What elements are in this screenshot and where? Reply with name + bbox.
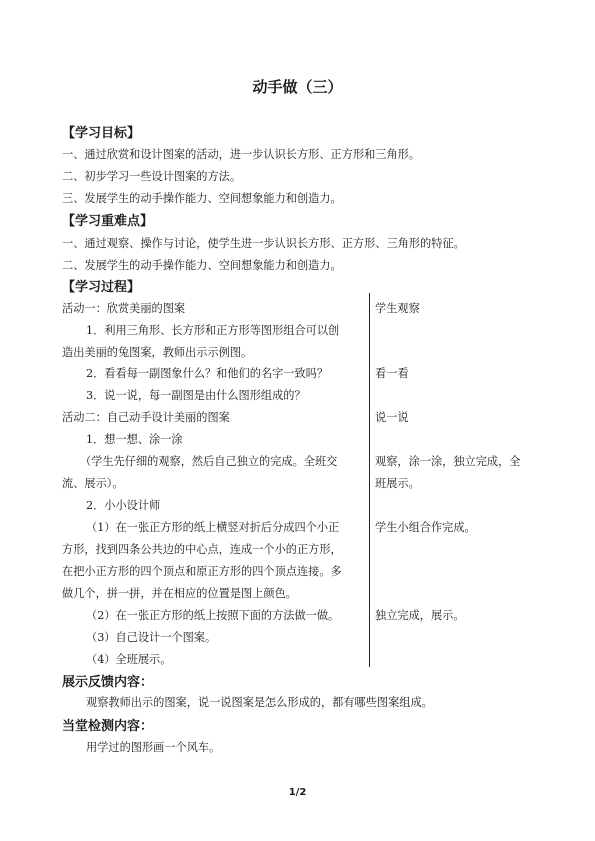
check-text: 用学过的图形画一个风车。 [86, 741, 221, 754]
key-item: 二、发展学生的动手操作能力、空间想象能力和创造力。 [62, 259, 342, 272]
process-line: 方形，找到四条公共边的中心点，连成一个小的正方形， [62, 543, 342, 556]
process-line: 活动一：欣赏美丽的图案 [62, 302, 186, 315]
process-note: 独立完成，展示。 [375, 609, 465, 622]
process-note: 观察，涂一涂，独立完成，全 [375, 455, 521, 468]
page-title: 动手做（三） [252, 78, 343, 96]
process-line: 2．小小设计师 [86, 499, 161, 512]
key-heading: 【学习重难点】 [62, 214, 154, 229]
feedback-text: 观察教师出示的图案，说一说图案是怎么形成的，都有哪些图案组成。 [86, 696, 433, 709]
process-line: （4）全班展示。 [86, 653, 172, 666]
page-number: 1/2 [288, 787, 307, 798]
process-note: 看一看 [375, 367, 409, 380]
key-item: 一、通过观察、操作与讨论，使学生进一步认识长方形、正方形、三角形的特征。 [62, 237, 465, 250]
goals-heading: 【学习目标】 [62, 126, 141, 141]
process-line: 活动二：自己动手设计美丽的图案 [62, 411, 230, 424]
goal-item: 二、初步学习一些设计图案的方法。 [62, 170, 242, 183]
goal-item: 一、通过欣赏和设计图案的活动，进一步认识长方形、正方形和三角形。 [62, 148, 421, 161]
column-divider [369, 293, 370, 667]
process-line: 在把小正方形的四个顶点和原正方形的四个顶点连接。多 [62, 565, 342, 578]
process-line: （3）自己设计一个图案。 [86, 631, 217, 644]
process-line: 1．利用三角形、长方形和正方形等图形组合可以创 [86, 324, 340, 337]
process-line: 2．看看每一副图象什么？和他们的名字一致吗？ [86, 367, 329, 380]
process-heading: 【学习过程】 [62, 280, 141, 295]
feedback-heading: 展示反馈内容： [62, 675, 154, 690]
process-line: 1．想一想、涂一涂 [86, 433, 183, 446]
goal-item: 三、发展学生的动手操作能力、空间想象能力和创造力。 [62, 192, 342, 205]
process-note: 说一说 [375, 411, 409, 424]
process-line: 造出美丽的兔图案，教师出示示例图。 [62, 346, 253, 359]
process-line: 流、展示）。 [62, 477, 124, 490]
process-line: （学生先仔细的观察，然后自己独立的完成。全班交 [80, 455, 338, 468]
process-line: （2）在一张正方形的纸上按照下面的方法做一做。 [86, 609, 340, 622]
process-note: 班展示。 [375, 477, 420, 490]
process-note: 学生观察 [375, 302, 420, 315]
process-line: 3．说一说，每一副图是由什么图形组成的？ [86, 389, 306, 402]
process-line: （1）在一张正方形的纸上横竖对折后分成四个小正 [86, 521, 340, 534]
process-line: 做几个，拼一拼，并在相应的位置是图上颜色。 [62, 587, 297, 600]
process-note: 学生小组合作完成。 [375, 521, 476, 534]
check-heading: 当堂检测内容： [62, 719, 154, 734]
